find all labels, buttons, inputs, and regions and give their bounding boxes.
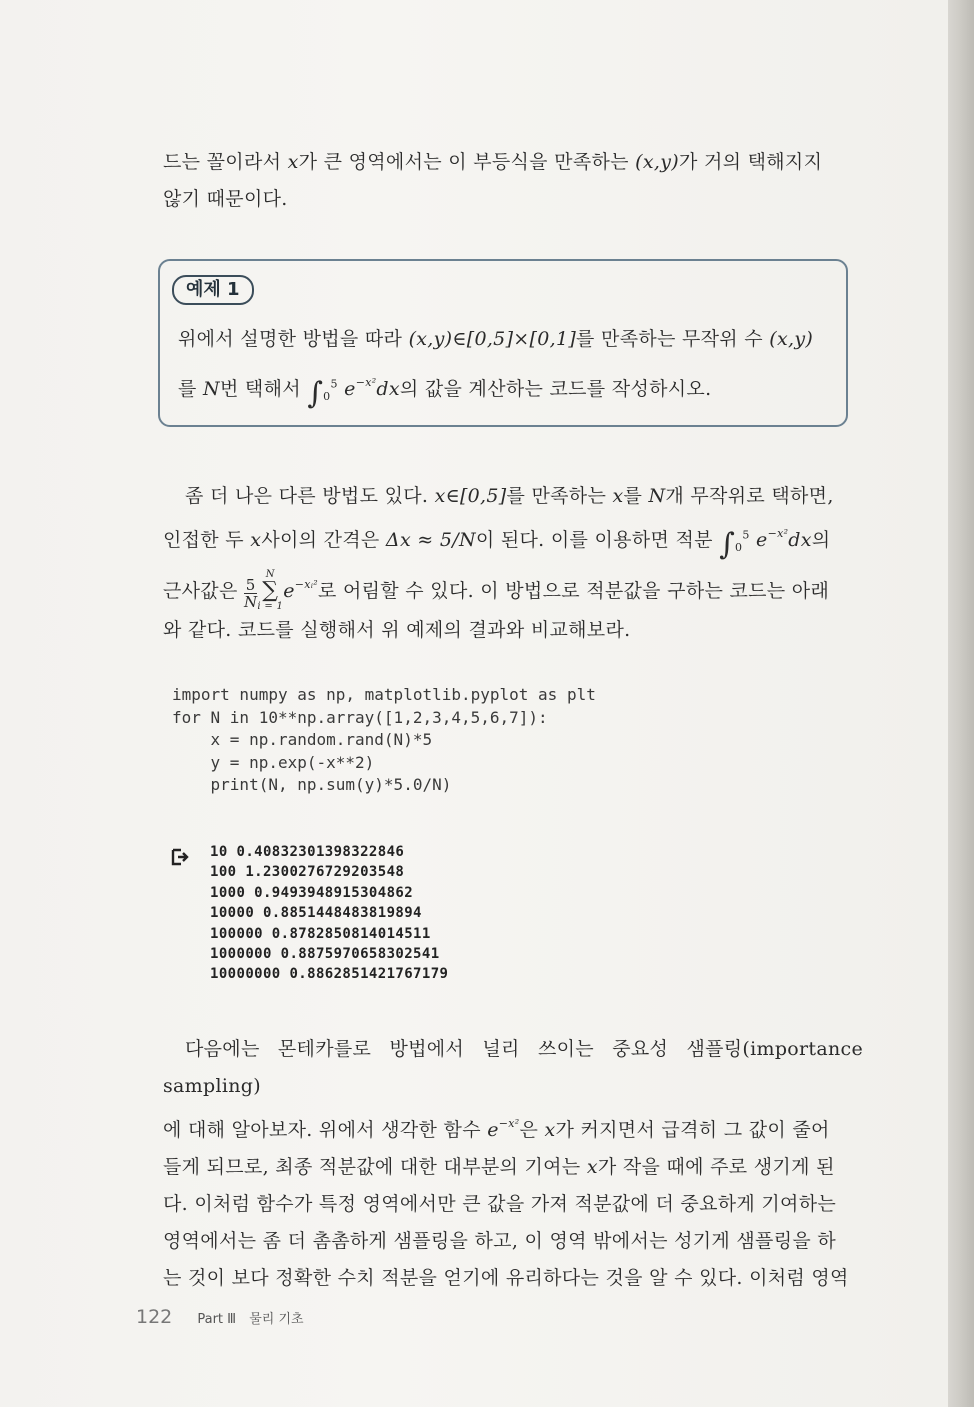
summation: N ∑ i = 1 bbox=[257, 568, 284, 612]
code-line: x = np.random.rand(N)*5 bbox=[172, 730, 433, 749]
code-line: y = np.exp(-x**2) bbox=[172, 752, 375, 772]
output-block bbox=[210, 842, 448, 985]
output-row: 10 0.40832301398322846 bbox=[210, 844, 405, 860]
page-footer bbox=[136, 1306, 304, 1328]
paragraph-importance-sampling: 다음에는 몬테카를로 방법에서 널리 쓰이는 중요성 샘플링(importance sampling) 에 대해 알아보자. 위에서 생각한 함수 $e^{-x^2}$은 x가 커지면서 급격히 그 값이 줄어 들게 되므로, 최종 적분값에 대한 대부분의 기여는 x가 작을 때에 주로 생기게 된 다. 이처럼 함수가 특정 영역에서만 큰 값을 가져 적분값에 더 중요하게 기여하는 영역에서는 좀 더 촘촘하게 샘플링을 하고, 이 영역 밖에서는 성기게 샘플링을 하 는 것이 보다 정확한 수치 적분을 얻기에 유리하다는 것을 알 수 있다. 이처럼 영역 bbox=[163, 1038, 863, 1289]
code-line: print(N, np.sum(y)*5.0/N) bbox=[172, 775, 452, 794]
example-text: 위에서 설명한 방법을 따라 (x,y)∈[0,5]×[0,1]를 만족하는 무작위 수 (x,y) 를 N번 택해서 $\int_0^5$ $e^{-x^2}dx$의 값을 계산하는 코드를 작성하시오. bbox=[178, 328, 814, 411]
code-line: for N in 10**np.array([1,2,3,4,5,6,7]): bbox=[172, 707, 548, 727]
integral-sign: ∫ bbox=[719, 527, 736, 562]
code-block bbox=[172, 684, 596, 797]
part-label: Part Ⅲ bbox=[197, 1312, 237, 1327]
output-row: 100 1.2300276729203548 bbox=[210, 864, 405, 881]
paragraph-intro: 드는 꼴이라서 x가 큰 영역에서는 이 부등식을 만족하는 (x,y)가 거의 택해지지 않기 때문이다. bbox=[163, 151, 823, 210]
output-row: 1000000 0.8875970658302541 bbox=[210, 946, 440, 963]
output-arrow-icon bbox=[170, 847, 190, 867]
integral-sign: ∫ bbox=[307, 376, 324, 411]
fraction: $\frac{5}{N}$ bbox=[243, 575, 258, 611]
output-row: 1000 0.9493948915304862 bbox=[210, 884, 414, 901]
example-label: 예제 1 bbox=[172, 275, 254, 305]
page-number: 122 bbox=[136, 1306, 173, 1328]
example-box bbox=[158, 259, 848, 427]
output-row: 10000 0.8851448483819894 bbox=[210, 905, 422, 922]
output-row: 10000000 0.8862851421767179 bbox=[210, 966, 449, 983]
page-edge bbox=[948, 0, 974, 1407]
paragraph-method: 좀 더 나은 다른 방법도 있다. x∈[0,5]를 만족하는 x를 N개 무작위로 택하면, 인접한 두 x사이의 간격은 Δx ≈ 5/N이 된다. 이를 이용하면 적분 $\int_0^5$ $e^{-x^2}dx$의 근사값은 $\frac{5}{N}$ N ∑ i = 1 $e^{-xᵢ^2}$로 어림할 수 있다. 이 방법으로 적분값을 구하는 코드는 아래 와 같다. 코드를 실행해서 위 예제의 결과와 비교해보라. bbox=[163, 485, 834, 641]
chapter-title: 물리 기초 bbox=[249, 1312, 304, 1327]
output-row: 100000 0.8782850814014511 bbox=[210, 925, 431, 942]
code-line: import numpy as np, matplotlib.pyplot as plt bbox=[172, 685, 596, 704]
